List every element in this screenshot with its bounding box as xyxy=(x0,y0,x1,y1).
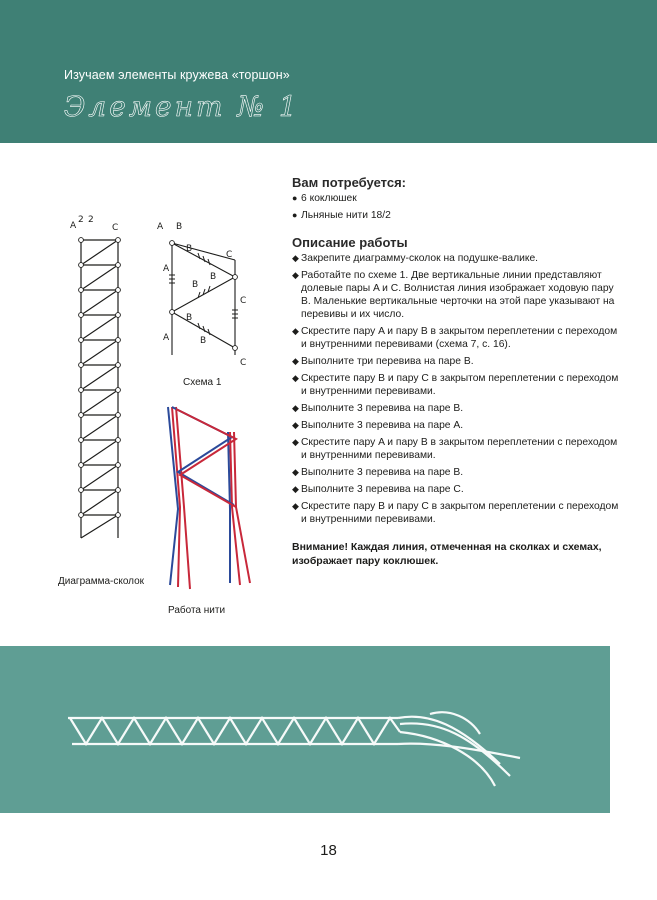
svg-text:A: A xyxy=(163,264,170,274)
scheme-1-diagram xyxy=(150,215,280,385)
diagrams-area xyxy=(0,200,290,630)
svg-text:C: C xyxy=(226,250,233,260)
list-item: ◆ Выполните три перевива на паре B. xyxy=(292,356,474,367)
page-number: 18 xyxy=(320,842,337,859)
thread-work-illustration xyxy=(150,397,280,597)
svg-text:B: B xyxy=(200,336,207,346)
svg-text:B: B xyxy=(186,313,193,323)
needs-list xyxy=(292,192,622,222)
svg-text:A: A xyxy=(163,333,170,343)
needs-heading: Вам потребуется: xyxy=(292,175,406,190)
description-heading: Описание работы xyxy=(292,235,408,250)
svg-text:B: B xyxy=(192,280,199,290)
list-item: ◆ Скрестите пару B и пару C в закрытом переплетении с переходом и внутренними перевивами. xyxy=(292,501,619,525)
warning-note: Внимание! Каждая линия, отмеченная на сколках и схемах, изображает пару коклюшек. xyxy=(292,541,602,567)
svg-text:B: B xyxy=(186,244,193,254)
pricking-top-label: C xyxy=(112,223,119,233)
description-list xyxy=(292,252,622,526)
list-item: ◆ Скрестите пару B и пару C в закрытом переплетении с переходом и внутренними перевивами. xyxy=(292,373,619,397)
lace-strip-photo xyxy=(0,646,610,813)
section-subtitle: Изучаем элементы кружева «торшон» xyxy=(64,68,290,82)
list-item: ◆ Скрестите пару A и пару B в закрытом переплетении с переходом и внутренними перевивами. xyxy=(292,437,618,461)
list-item: ◆ Скрестите пару A и пару B в закрытом переплетении с переходом и внутренними перевивами (схема 7, с. 16). xyxy=(292,326,618,350)
list-item: ◆ Выполните 3 перевива на паре B. xyxy=(292,467,464,478)
pricking-caption: Диаграмма-сколок xyxy=(58,576,145,587)
thread-work-caption: Работа нити xyxy=(168,605,226,616)
list-item: ◆ Работайте по схеме 1. Две вертикальные линии представляют долевые пары A и C. Волнистая линия изображает ходовую пару B. Маленькие вертикальные черточки на этой паре указывают на перевивы и их число. xyxy=(292,270,615,320)
svg-text:B: B xyxy=(210,272,217,282)
list-item: ◆ Выполните 3 перевива на паре B. xyxy=(292,403,464,414)
svg-text:B: B xyxy=(176,222,183,232)
list-item: ● 6 коклюшек xyxy=(292,193,357,204)
list-item: ◆ Выполните 3 перевива на паре A. xyxy=(292,420,464,431)
list-item: ◆ Закрепите диаграмму-сколок на подушке-валике. xyxy=(292,253,539,264)
element-title: Элемент № 1 xyxy=(64,90,300,123)
lace-photo-band xyxy=(0,646,610,813)
pricking-top-label: A xyxy=(70,221,77,231)
list-item: ◆ Выполните 3 перевива на паре C. xyxy=(292,484,464,495)
svg-text:C: C xyxy=(240,358,247,368)
pricking-top-label: 2 xyxy=(88,215,94,225)
pricking-top-label: 2 xyxy=(78,215,84,225)
instructions-column xyxy=(292,176,622,568)
svg-text:A: A xyxy=(157,222,164,232)
list-item: ● Льняные нити 18/2 xyxy=(292,210,391,221)
scheme-1-caption: Схема 1 xyxy=(183,377,222,388)
page-header xyxy=(0,0,657,143)
svg-text:C: C xyxy=(240,296,247,306)
